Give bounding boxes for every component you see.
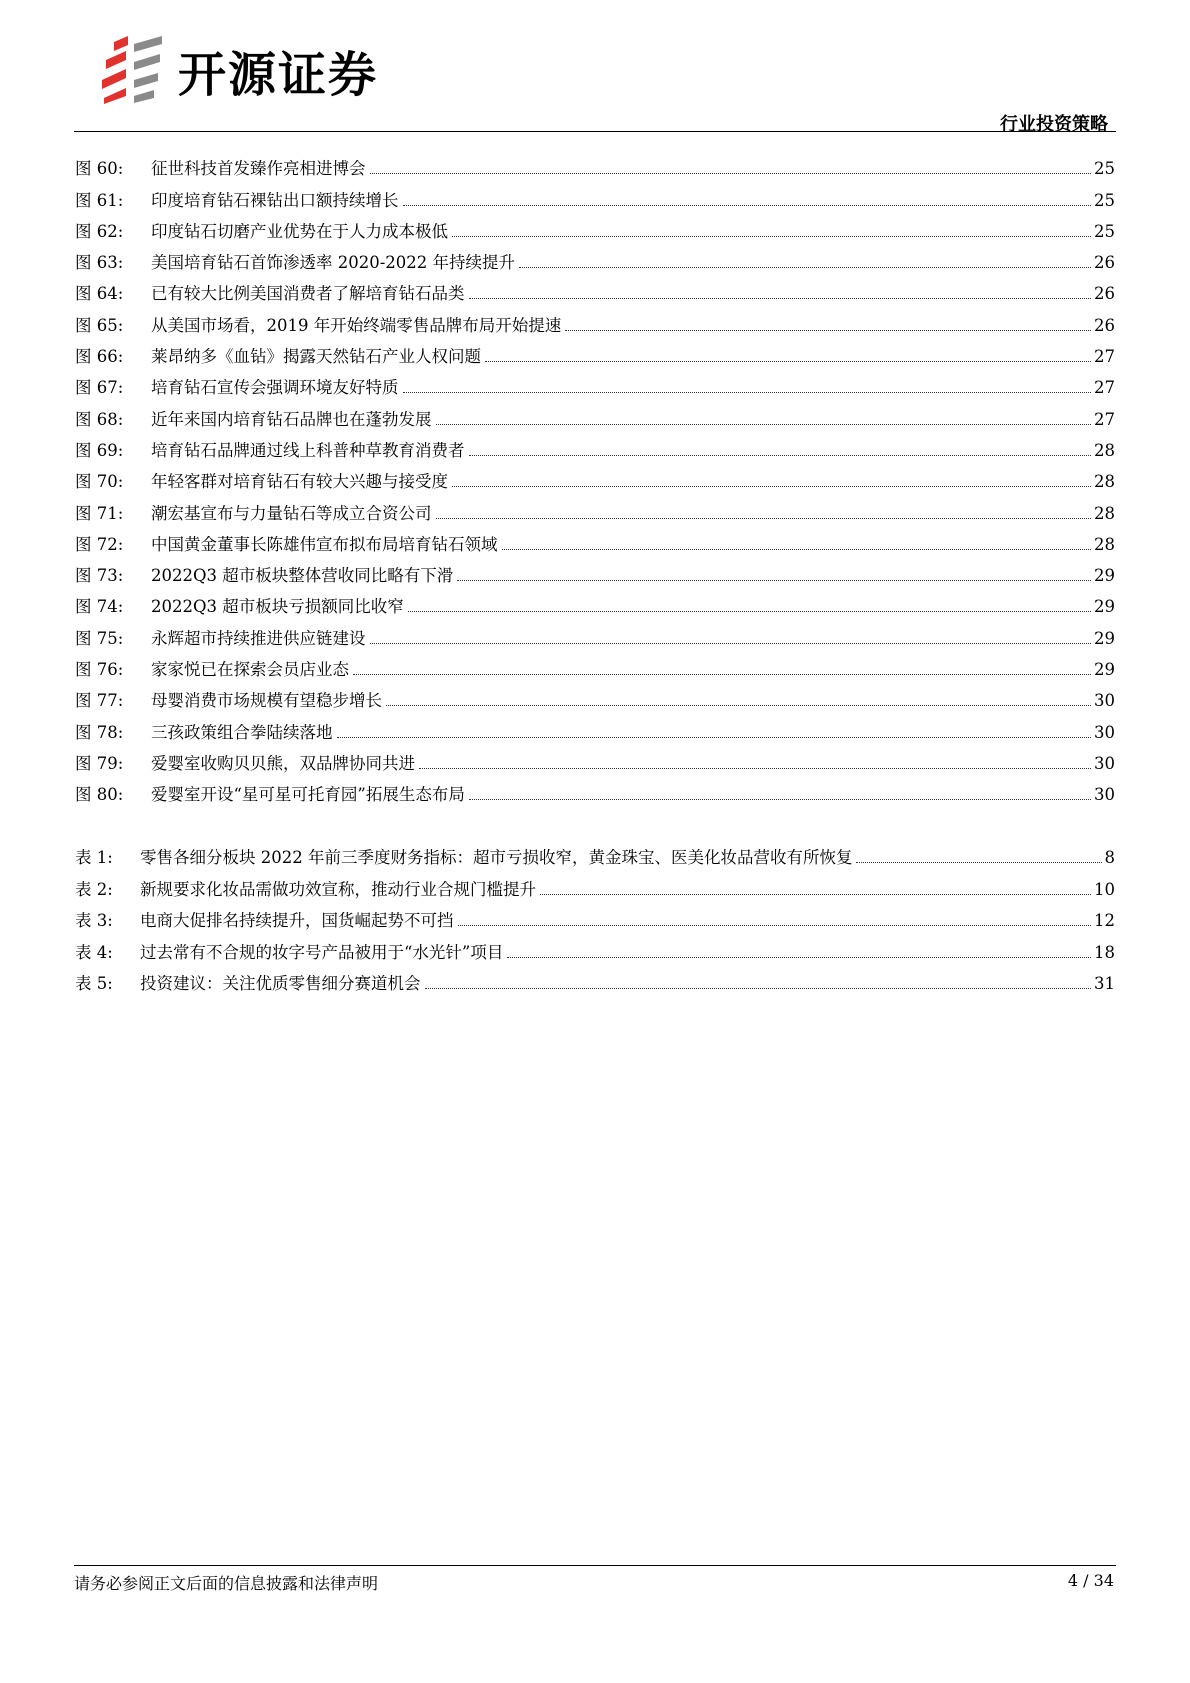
toc-label: 图 74: <box>75 597 124 617</box>
dot-leader <box>452 486 1091 487</box>
table-index <box>75 837 1115 994</box>
dot-leader <box>469 455 1092 456</box>
figure-entry[interactable] <box>75 617 1115 648</box>
toc-page-number: 8 <box>1104 848 1115 868</box>
toc-page-number: 29 <box>1094 566 1115 586</box>
toc-title: 新规要求化妆品需做功效宣称，推动行业合规门槛提升 <box>140 879 536 899</box>
toc-label: 图 65: <box>75 315 124 335</box>
table-entry[interactable] <box>75 868 1115 899</box>
dot-leader <box>436 518 1092 519</box>
toc-title: 年轻客群对培育钻石有较大兴趣与接受度 <box>151 472 448 492</box>
toc-page-number: 25 <box>1094 221 1115 241</box>
toc-label: 图 72: <box>75 534 124 554</box>
toc-title: 从美国市场看，2019 年开始终端零售品牌布局开始提速 <box>151 315 562 335</box>
toc-page-number: 28 <box>1094 534 1115 554</box>
toc-title: 征世科技首发臻作亮相进博会 <box>151 159 366 179</box>
toc-title: 电商大促排名持续提升，国货崛起势不可挡 <box>140 911 454 931</box>
figure-entry[interactable] <box>75 242 1115 273</box>
dot-leader <box>452 236 1091 237</box>
dot-leader <box>502 549 1092 550</box>
toc-title: 莱昂纳多《血钻》揭露天然钻石产业人权问题 <box>151 347 481 367</box>
toc-page-number: 25 <box>1094 190 1115 210</box>
figure-entry[interactable] <box>75 211 1115 242</box>
toc-label: 图 79: <box>75 753 124 773</box>
figure-entry[interactable] <box>75 649 1115 680</box>
table-entry[interactable] <box>75 963 1115 994</box>
toc-title: 美国培育钻石首饰渗透率 2020-2022 年持续提升 <box>151 253 516 273</box>
figure-entry[interactable] <box>75 680 1115 711</box>
dot-leader <box>408 611 1091 612</box>
brand-name: 开源证券 <box>178 46 379 103</box>
toc-page-number: 25 <box>1094 159 1115 179</box>
figure-entry[interactable] <box>75 586 1115 617</box>
toc-label: 图 78: <box>75 722 124 742</box>
figure-entry[interactable] <box>75 524 1115 555</box>
toc-title: 投资建议：关注优质零售细分赛道机会 <box>140 973 421 993</box>
dot-leader <box>457 580 1091 581</box>
figure-entry[interactable] <box>75 273 1115 304</box>
toc-title: 培育钻石宣传会强调环境友好特质 <box>151 378 399 398</box>
toc-title: 爱婴室开设“星可星可托育园”拓展生态布局 <box>151 785 465 805</box>
dot-leader <box>353 674 1091 675</box>
toc-page-number: 26 <box>1094 284 1115 304</box>
dot-leader <box>469 298 1092 299</box>
toc-title: 过去常有不合规的妆字号产品被用于“水光针”项目 <box>140 942 504 962</box>
toc-title: 培育钻石品牌通过线上科普种草教育消费者 <box>151 440 465 460</box>
dot-leader <box>403 205 1092 206</box>
toc-label: 图 71: <box>75 503 124 523</box>
brand-mark-icon <box>100 36 164 104</box>
toc-label: 表 3: <box>75 911 113 931</box>
figure-entry[interactable] <box>75 367 1115 398</box>
toc-page-number: 12 <box>1094 911 1115 931</box>
table-entry[interactable] <box>75 837 1115 868</box>
toc-page-number: 29 <box>1094 597 1115 617</box>
toc-title: 永辉超市持续推进供应链建设 <box>151 628 366 648</box>
brand-logo <box>100 34 378 106</box>
dot-leader <box>403 392 1092 393</box>
toc-page-number: 27 <box>1094 378 1115 398</box>
toc-title: 2022Q3 超市板块整体营收同比略有下滑 <box>151 566 454 586</box>
toc-title: 三孩政策组合拳陆续落地 <box>151 722 333 742</box>
toc-label: 图 66: <box>75 347 124 367</box>
toc-label: 图 69: <box>75 440 124 460</box>
figure-entry[interactable] <box>75 304 1115 335</box>
dot-leader <box>458 925 1092 926</box>
toc-title: 家家悦已在探索会员店业态 <box>151 660 349 680</box>
header-divider <box>74 131 1116 132</box>
figure-entry[interactable] <box>75 555 1115 586</box>
figure-entry[interactable] <box>75 430 1115 461</box>
figure-entry[interactable] <box>75 336 1115 367</box>
toc-page-number: 27 <box>1094 409 1115 429</box>
toc-page-number: 18 <box>1094 942 1115 962</box>
dot-leader <box>386 705 1091 706</box>
dot-leader <box>370 173 1092 174</box>
report-category: 行业投资策略 <box>1000 114 1108 135</box>
dot-leader <box>337 737 1092 738</box>
toc-title: 爱婴室收购贝贝熊，双品牌协同共进 <box>151 753 415 773</box>
figure-entry[interactable] <box>75 492 1115 523</box>
dot-leader <box>425 988 1092 989</box>
dot-leader <box>519 267 1091 268</box>
toc-label: 图 80: <box>75 785 124 805</box>
toc-label: 图 60: <box>75 159 124 179</box>
toc-page-number: 30 <box>1094 722 1115 742</box>
toc-page-number: 30 <box>1094 691 1115 711</box>
toc-label: 图 64: <box>75 284 124 304</box>
toc-label: 图 75: <box>75 628 124 648</box>
toc-label: 图 61: <box>75 190 124 210</box>
toc-label: 表 4: <box>75 942 113 962</box>
figure-entry[interactable] <box>75 461 1115 492</box>
toc-title: 零售各细分板块 2022 年前三季度财务指标：超市亏损收窄，黄金珠宝、医美化妆品营收有所恢复 <box>140 848 853 868</box>
toc-page-number: 29 <box>1094 628 1115 648</box>
toc-page-number: 10 <box>1094 879 1115 899</box>
toc-title: 母婴消费市场规模有望稳步增长 <box>151 691 382 711</box>
toc-label: 图 62: <box>75 221 124 241</box>
toc-page-number: 27 <box>1094 347 1115 367</box>
toc-page-number: 28 <box>1094 503 1115 523</box>
dot-leader <box>370 643 1092 644</box>
table-entry[interactable] <box>75 931 1115 962</box>
toc-page-number: 26 <box>1094 315 1115 335</box>
toc-label: 图 76: <box>75 660 124 680</box>
dot-leader <box>856 862 1101 863</box>
toc-label: 图 68: <box>75 409 124 429</box>
dot-leader <box>436 424 1092 425</box>
toc-label: 图 67: <box>75 378 124 398</box>
dot-leader <box>540 894 1091 895</box>
figure-entry[interactable] <box>75 148 1115 179</box>
toc-label: 表 2: <box>75 879 113 899</box>
page-number: 4 / 34 <box>1067 1571 1114 1590</box>
footer-disclaimer: 请务必参阅正文后面的信息披露和法律声明 <box>74 1574 379 1593</box>
toc-page-number: 30 <box>1094 785 1115 805</box>
toc-label: 表 5: <box>75 973 113 993</box>
toc-title: 已有较大比例美国消费者了解培育钻石品类 <box>151 284 465 304</box>
dot-leader <box>507 957 1091 958</box>
toc-page-number: 30 <box>1094 753 1115 773</box>
figure-entry[interactable] <box>75 179 1115 210</box>
toc-page-number: 29 <box>1094 660 1115 680</box>
toc-title: 中国黄金董事长陈雄伟宣布拟布局培育钻石领域 <box>151 534 498 554</box>
toc-page-number: 28 <box>1094 440 1115 460</box>
figure-entry[interactable] <box>75 774 1115 805</box>
figure-index <box>75 148 1115 805</box>
toc-label: 图 77: <box>75 691 124 711</box>
toc-page-number: 31 <box>1094 973 1115 993</box>
toc-label: 图 70: <box>75 472 124 492</box>
toc-title: 印度培育钻石裸钻出口额持续增长 <box>151 190 399 210</box>
dot-leader <box>565 330 1091 331</box>
toc-label: 图 73: <box>75 566 124 586</box>
figure-entry[interactable] <box>75 398 1115 429</box>
figure-entry[interactable] <box>75 711 1115 742</box>
toc-page-number: 28 <box>1094 472 1115 492</box>
toc-label: 表 1: <box>75 848 113 868</box>
figure-entry[interactable] <box>75 743 1115 774</box>
toc-title: 印度钻石切磨产业优势在于人力成本极低 <box>151 221 448 241</box>
toc-title: 潮宏基宣布与力量钻石等成立合资公司 <box>151 503 432 523</box>
toc-page-number: 26 <box>1094 253 1115 273</box>
footer-divider <box>74 1565 1116 1566</box>
toc-title: 2022Q3 超市板块亏损额同比收窄 <box>151 597 404 617</box>
dot-leader <box>469 799 1091 800</box>
toc-label: 图 63: <box>75 253 124 273</box>
table-entry[interactable] <box>75 900 1115 931</box>
toc-title: 近年来国内培育钻石品牌也在蓬勃发展 <box>151 409 432 429</box>
dot-leader <box>485 361 1091 362</box>
dot-leader <box>419 768 1091 769</box>
